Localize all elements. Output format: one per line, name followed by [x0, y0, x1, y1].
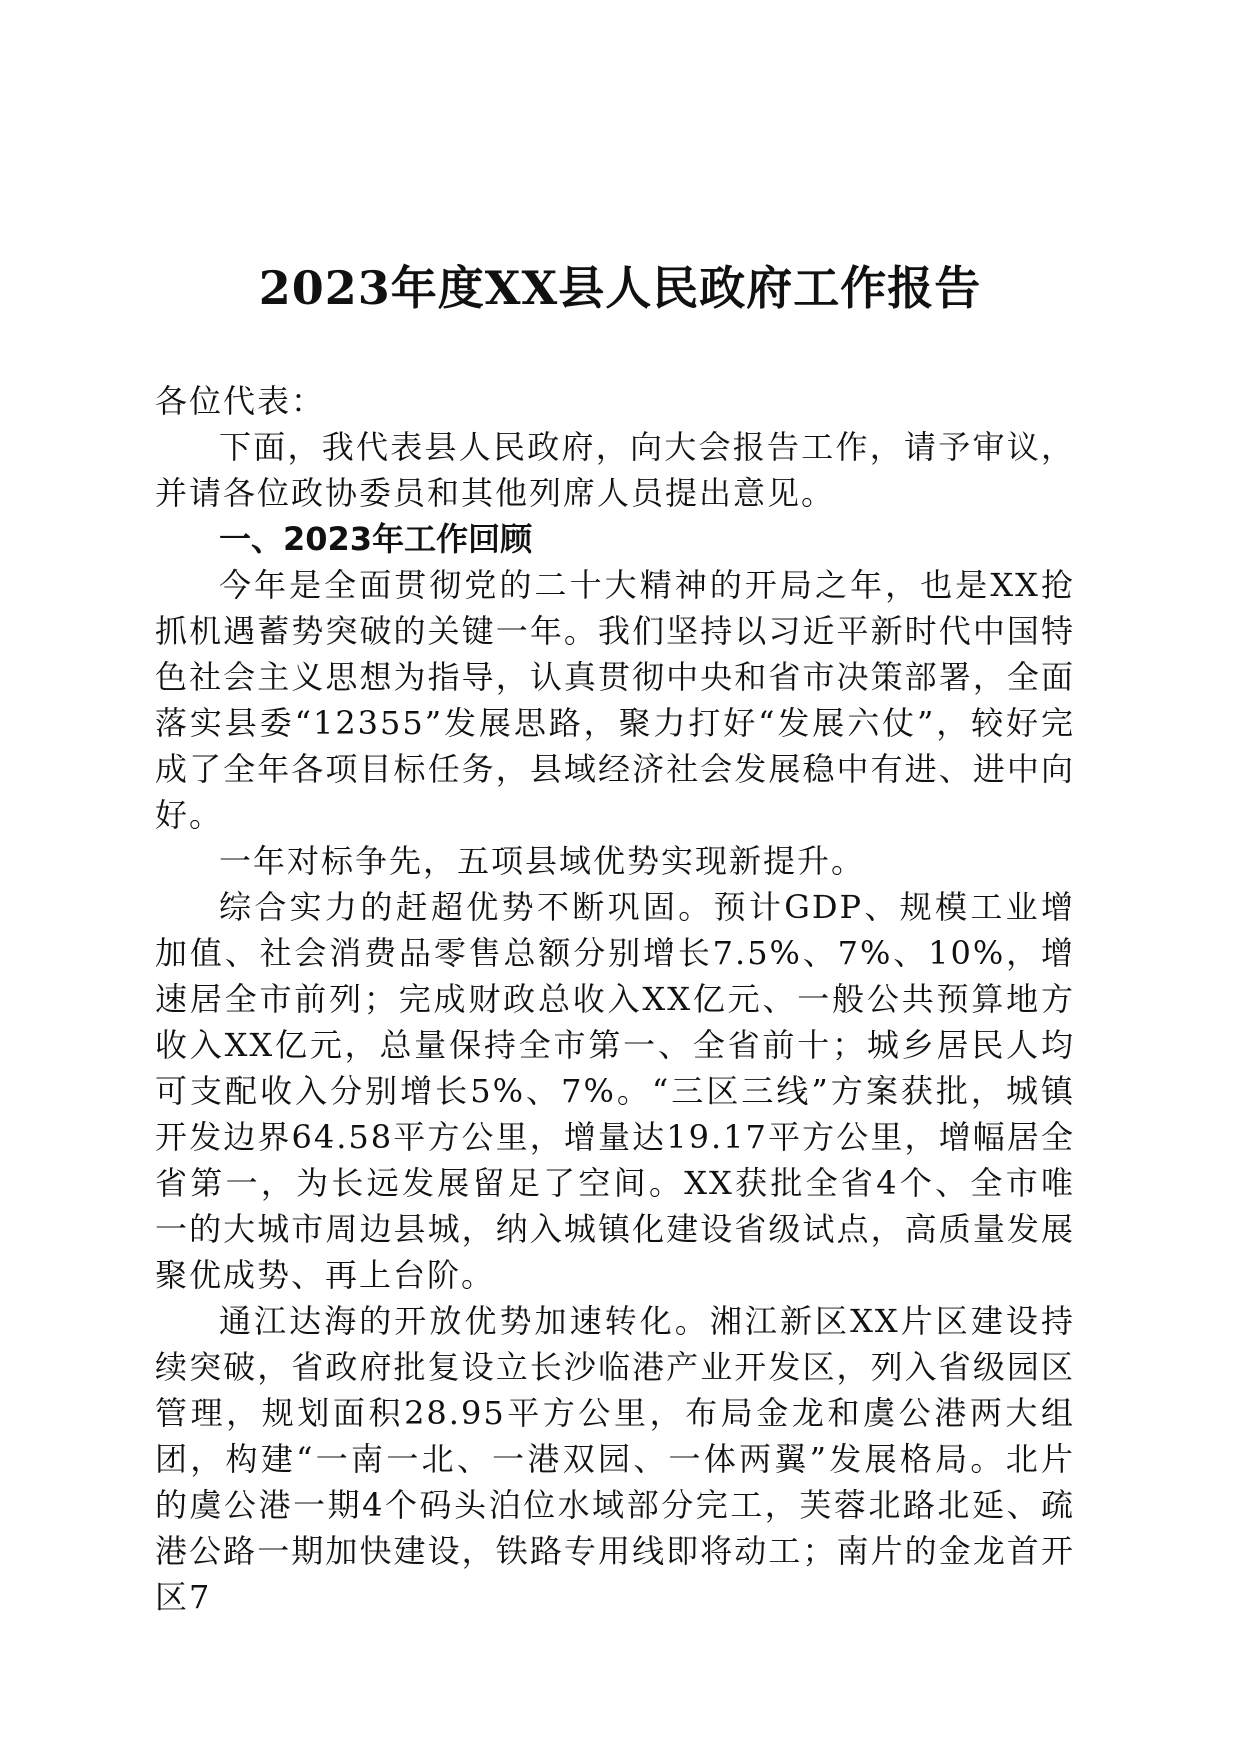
- body-paragraph: 综合实力的赶超优势不断巩固。预计GDP、规模工业增加值、社会消费品零售总额分别增长7.5%、7%、10%，增速居全市前列；完成财政总收入XX亿元、一般公共预算地方收入XX亿元，总量保持全市第一、全省前十；城乡居民人均可支配收入分别增长5%、7%。“三区三线”方案获批，城镇开发边界64.58平方公里，增量达19.17平方公里，增幅居全省第一，为长远发展留足了空间。XX获批全省4个、全市唯一的大城市周边县城，纳入城镇化建设省级试点，高质量发展聚优成势、再上台阶。: [155, 888, 1075, 1294]
- body-paragraph: 通江达海的开放优势加速转化。湘江新区XX片区建设持续突破，省政府批复设立长沙临港产业开发区，列入省级园区管理，规划面积28.95平方公里，布局金龙和虞公港两大组团，构建“一南一北、一港双园、一体两翼”发展格局。北片的虞公港一期4个码头泊位水域部分完工，芙蓉北路北延、疏港公路一期加快建设，铁路专用线即将动工；南片的金龙首开区7: [155, 1302, 1075, 1616]
- body-paragraph: 今年是全面贯彻党的二十大精神的开局之年，也是XX抢抓机遇蓄势突破的关键一年。我们坚持以习近平新时代中国特色社会主义思想为指导，认真贯彻中央和省市决策部署，全面落实县委“12355”发展思路，聚力打好“发展六仗”，较好完成了全年各项目标任务，县域经济社会发展稳中有进、进中向好。: [155, 566, 1075, 834]
- document-title: 2023年度XX县人民政府工作报告: [258, 261, 982, 315]
- section-heading: 一、2023年工作回顾: [219, 520, 533, 558]
- intro-paragraph: 下面，我代表县人民政府，向大会报告工作，请予审议，并请各位政协委员和其他列席人员提出意见。: [155, 428, 1075, 512]
- document-body: [155, 378, 1075, 1620]
- body-paragraph: 一年对标争先，五项县域优势实现新提升。: [219, 842, 866, 880]
- salutation: 各位代表：: [155, 382, 326, 420]
